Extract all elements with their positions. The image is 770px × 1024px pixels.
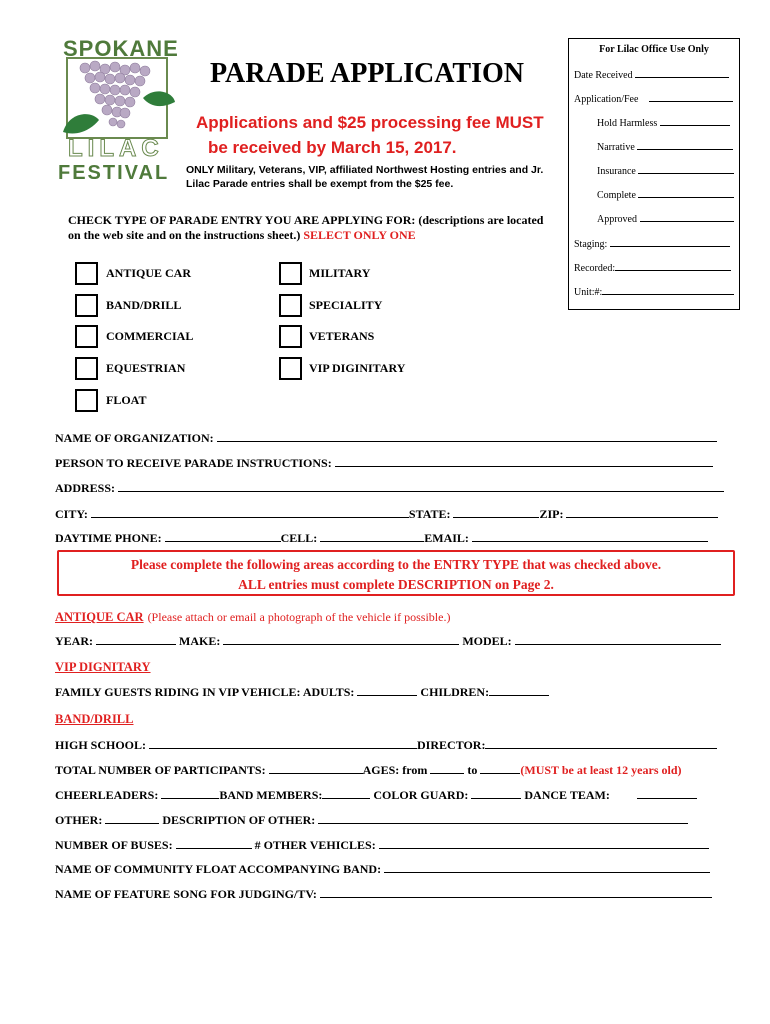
office-row-date-received: Date Received — [574, 69, 729, 81]
participants-field[interactable] — [269, 763, 363, 774]
label-band-drill: BAND/DRILL — [106, 298, 182, 312]
other-row: OTHER: DESCRIPTION OF OTHER: — [55, 813, 688, 828]
antique-car-hint: (Please attach or email a photograph of the vehicle if possible.) — [147, 610, 451, 624]
cheerleaders-field[interactable] — [161, 788, 219, 799]
checkbox-band-drill[interactable] — [75, 294, 98, 317]
label-commercial: COMMERCIAL — [106, 329, 194, 343]
make-field[interactable] — [223, 634, 459, 645]
high-school-row: HIGH SCHOOL: DIRECTOR: — [55, 738, 717, 753]
office-row-complete: Complete — [597, 189, 734, 201]
label-float: FLOAT — [106, 393, 147, 407]
vip-dignitary-heading: VIP DIGNITARY — [55, 660, 151, 674]
age-requirement-note: (MUST be at least 12 years old) — [520, 763, 682, 777]
logo-festival: FESTIVAL — [58, 162, 170, 184]
feature-song-field[interactable] — [320, 887, 712, 898]
participants-row: TOTAL NUMBER OF PARTICIPANTS: AGES: from to (MUST be at least 12 years old) — [55, 763, 682, 777]
adults-field[interactable] — [357, 685, 417, 696]
buses-row: NUMBER OF BUSES: # OTHER VEHICLES: — [55, 838, 709, 853]
band-members-field[interactable] — [322, 788, 370, 799]
label-antique-car: ANTIQUE CAR — [106, 266, 192, 280]
daytime-phone-field[interactable] — [165, 531, 281, 542]
office-row-application-fee: Application/Fee — [574, 93, 733, 105]
address-row: ADDRESS: — [55, 481, 724, 496]
phone-row: DAYTIME PHONE: CELL: EMAIL: — [55, 531, 708, 546]
age-to-field[interactable] — [480, 763, 520, 774]
feature-song-row: NAME OF FEATURE SONG FOR JUDGING/TV: — [55, 887, 712, 902]
label-military: MILITARY — [309, 266, 371, 280]
lilac-festival-logo — [55, 36, 180, 186]
label-vip-diginitary: VIP DIGINITARY — [309, 361, 406, 375]
office-row-narrative: Narrative — [597, 141, 733, 153]
label-veterans: VETERANS — [309, 329, 375, 343]
vip-guests-row: FAMILY GUESTS RIDING IN VIP VEHICLE: ADULTS: CHILDREN: — [55, 685, 549, 700]
checkbox-commercial[interactable] — [75, 325, 98, 348]
fee-notice-line2: be received by March 15, 2017. — [208, 138, 457, 157]
children-field[interactable] — [489, 685, 549, 696]
office-row-unit: Unit:#: — [574, 286, 734, 298]
page-title: PARADE APPLICATION — [210, 58, 524, 89]
dance-team-field[interactable] — [637, 788, 697, 799]
fee-notice-line1: Applications and $25 processing fee MUST — [196, 113, 544, 132]
band-members-row: CHEERLEADERS: BAND MEMBERS: COLOR GUARD: DANCE TEAM: — [55, 788, 697, 803]
office-row-hold-harmless: Hold Harmless — [597, 117, 730, 129]
email-field[interactable] — [472, 531, 708, 542]
high-school-field[interactable] — [149, 738, 417, 749]
city-field[interactable] — [91, 507, 409, 518]
organization-field[interactable] — [217, 431, 717, 442]
instructions-person-field[interactable] — [335, 456, 713, 467]
antique-car-heading-row — [55, 608, 450, 626]
office-use-box — [568, 38, 740, 310]
description-other-field[interactable] — [318, 813, 688, 824]
other-vehicles-field[interactable] — [379, 838, 709, 849]
notice-line1: Please complete the following areas according to the ENTRY TYPE that was checked above. — [130, 557, 662, 572]
other-field[interactable] — [105, 813, 159, 824]
year-field[interactable] — [96, 634, 176, 645]
model-field[interactable] — [515, 634, 721, 645]
state-field[interactable] — [453, 507, 539, 518]
office-row-approved: Approved — [597, 213, 734, 225]
age-from-field[interactable] — [430, 763, 464, 774]
community-float-field[interactable] — [384, 862, 710, 873]
antique-car-heading: ANTIQUE CAR — [55, 610, 144, 624]
office-row-recorded: Recorded: — [574, 262, 731, 274]
checkbox-speciality[interactable] — [279, 294, 302, 317]
logo-spokane: SPOKANE — [63, 36, 179, 61]
checkbox-veterans[interactable] — [279, 325, 302, 348]
checkbox-float[interactable] — [75, 389, 98, 412]
organization-row: NAME OF ORGANIZATION: — [55, 431, 717, 446]
fee-exemption-text: ONLY Military, Veterans, VIP, affiliated Northwest Hosting entries and Jr. Lilac Parade entries shall be exempt from the $25 fee. — [186, 164, 544, 190]
checkbox-antique-car[interactable] — [75, 262, 98, 285]
address-field[interactable] — [118, 481, 724, 492]
office-use-header: For Lilac Office Use Only — [599, 44, 709, 55]
select-only-one: SELECT ONLY ONE — [303, 228, 416, 242]
zip-field[interactable] — [566, 507, 718, 518]
city-row: CITY: STATE: ZIP: — [55, 507, 718, 522]
buses-field[interactable] — [176, 838, 252, 849]
checkbox-military[interactable] — [279, 262, 302, 285]
antique-car-row: YEAR: MAKE: MODEL: — [55, 634, 721, 649]
office-row-staging: Staging: — [574, 238, 730, 250]
director-field[interactable] — [485, 738, 717, 749]
label-speciality: SPECIALITY — [309, 298, 383, 312]
notice-line2: ALL entries must complete DESCRIPTION on Page 2. — [238, 577, 554, 592]
checkbox-vip-diginitary[interactable] — [279, 357, 302, 380]
checkbox-equestrian[interactable] — [75, 357, 98, 380]
entry-type-instructions: CHECK TYPE OF PARADE ENTRY YOU ARE APPLYING FOR: (descriptions are located on the web site and on the instructions sheet.) SELECT ONLY ONE — [68, 213, 544, 242]
entry-type-notice-box — [57, 550, 735, 596]
label-equestrian: EQUESTRIAN — [106, 361, 186, 375]
person-row: PERSON TO RECEIVE PARADE INSTRUCTIONS: — [55, 456, 713, 471]
band-drill-heading: BAND/DRILL — [55, 712, 134, 726]
community-float-row: NAME OF COMMUNITY FLOAT ACCOMPANYING BAND: — [55, 862, 710, 877]
office-row-insurance: Insurance — [597, 165, 734, 177]
cell-field[interactable] — [320, 531, 424, 542]
logo-lilac: LILAC — [68, 135, 164, 162]
color-guard-field[interactable] — [471, 788, 521, 799]
